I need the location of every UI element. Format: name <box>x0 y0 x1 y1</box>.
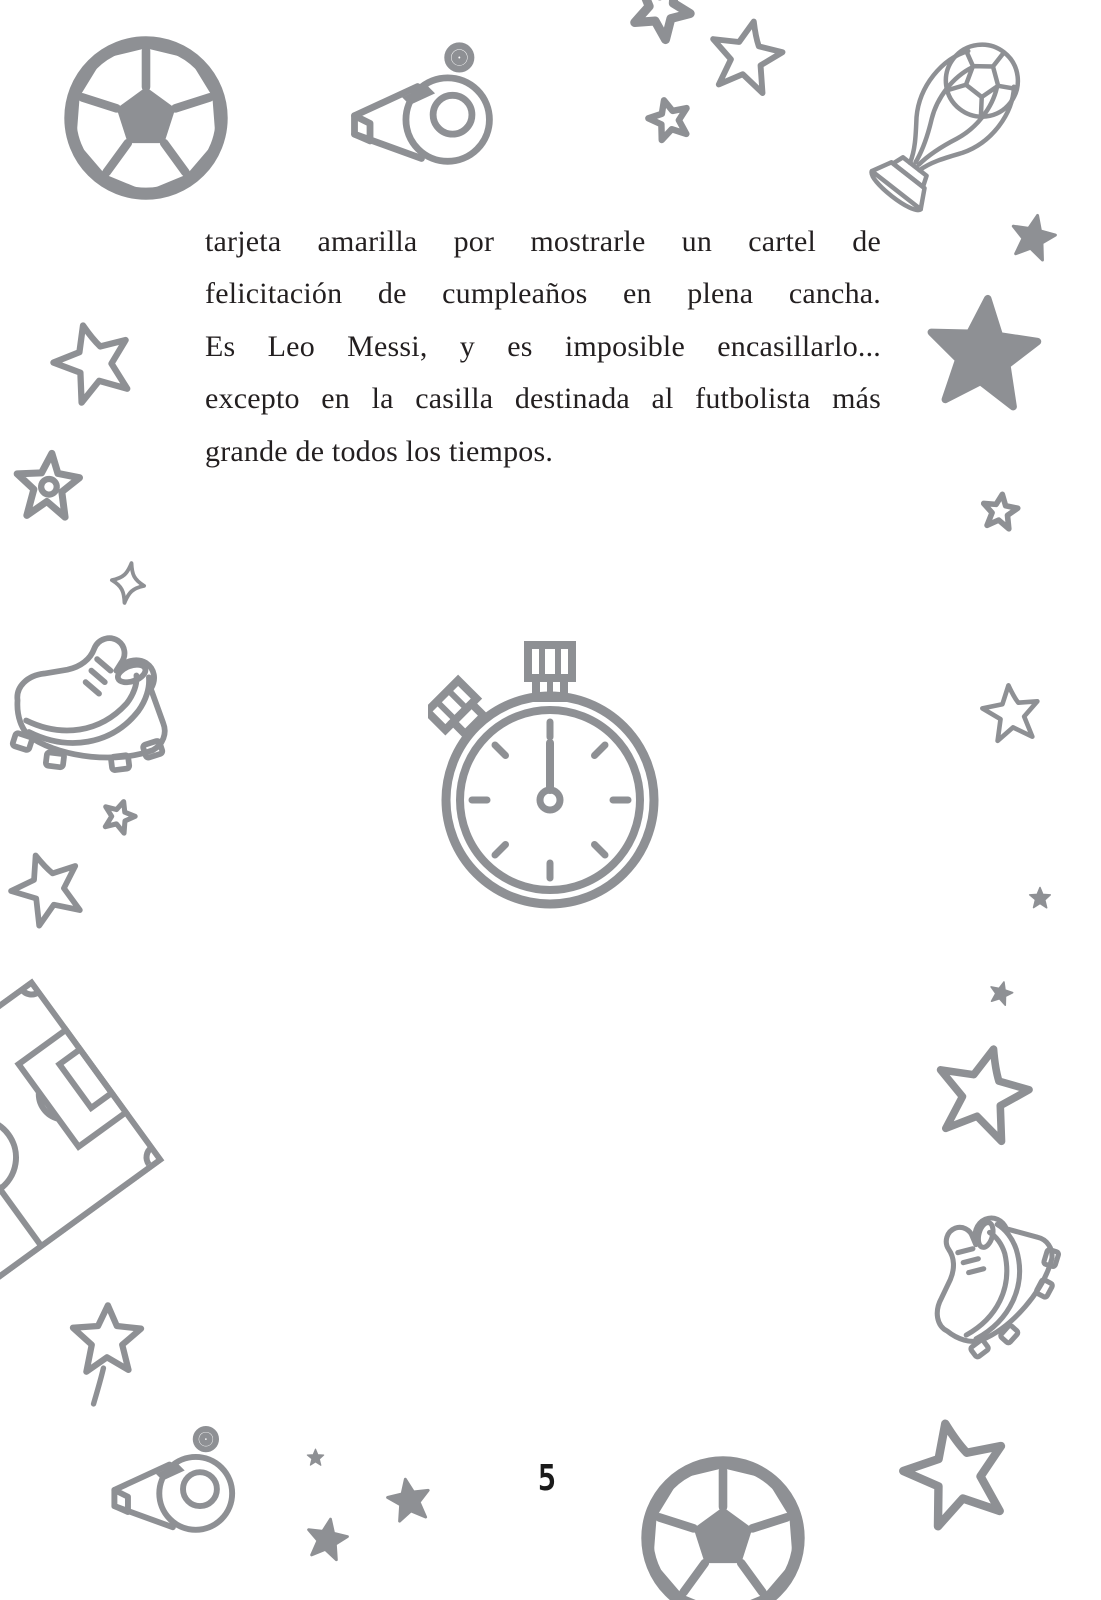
paragraph-line: tarjeta amarilla por mostrarle un cartel de <box>205 225 881 258</box>
star-filled-icon <box>306 1448 325 1467</box>
whistle-icon <box>338 38 503 174</box>
trophy-icon <box>838 7 1059 241</box>
star-outline-icon <box>918 1028 1047 1158</box>
soccer-ball-icon <box>60 32 232 204</box>
chunky-star-icon <box>977 487 1022 534</box>
star-outline-icon <box>973 674 1048 753</box>
paragraph-line: grande de todos los tiempos. <box>205 434 554 468</box>
star-outline-icon <box>882 1399 1029 1548</box>
whistle-icon <box>100 1422 244 1541</box>
sparkle-icon <box>100 552 157 614</box>
star-filled-icon <box>1003 207 1062 266</box>
soccer-cleat-icon <box>879 1159 1094 1381</box>
paragraph <box>205 216 881 478</box>
star-outline-icon <box>697 7 794 104</box>
star-outline-icon <box>36 304 150 419</box>
soccer-ball-icon <box>637 1452 809 1600</box>
chunky-star-icon <box>619 0 706 51</box>
star-outline-icon <box>0 834 101 943</box>
soccer-field-icon <box>0 978 164 1336</box>
star-filled-icon <box>300 1512 353 1565</box>
chunky-star-icon <box>95 793 142 839</box>
stopwatch-icon <box>428 640 673 915</box>
page-number: 5 <box>537 1458 557 1499</box>
star-wand-icon <box>66 1300 148 1412</box>
paragraph-line: excepto en la casilla destinada al futbolista más <box>205 382 881 416</box>
star-filled-icon <box>985 977 1017 1009</box>
star-filled-icon <box>381 1472 437 1528</box>
shuriken-star-icon <box>6 441 91 531</box>
star-filled-icon <box>1028 886 1052 910</box>
star-filled-icon <box>916 283 1051 423</box>
paragraph-line: felicitación de cumpleaños en plena cancha. <box>205 277 881 311</box>
paragraph-line: Es Leo Messi, y es imposible encasillarlo... <box>205 329 881 363</box>
chunky-star-icon <box>641 91 697 147</box>
soccer-cleat-icon <box>4 616 196 779</box>
